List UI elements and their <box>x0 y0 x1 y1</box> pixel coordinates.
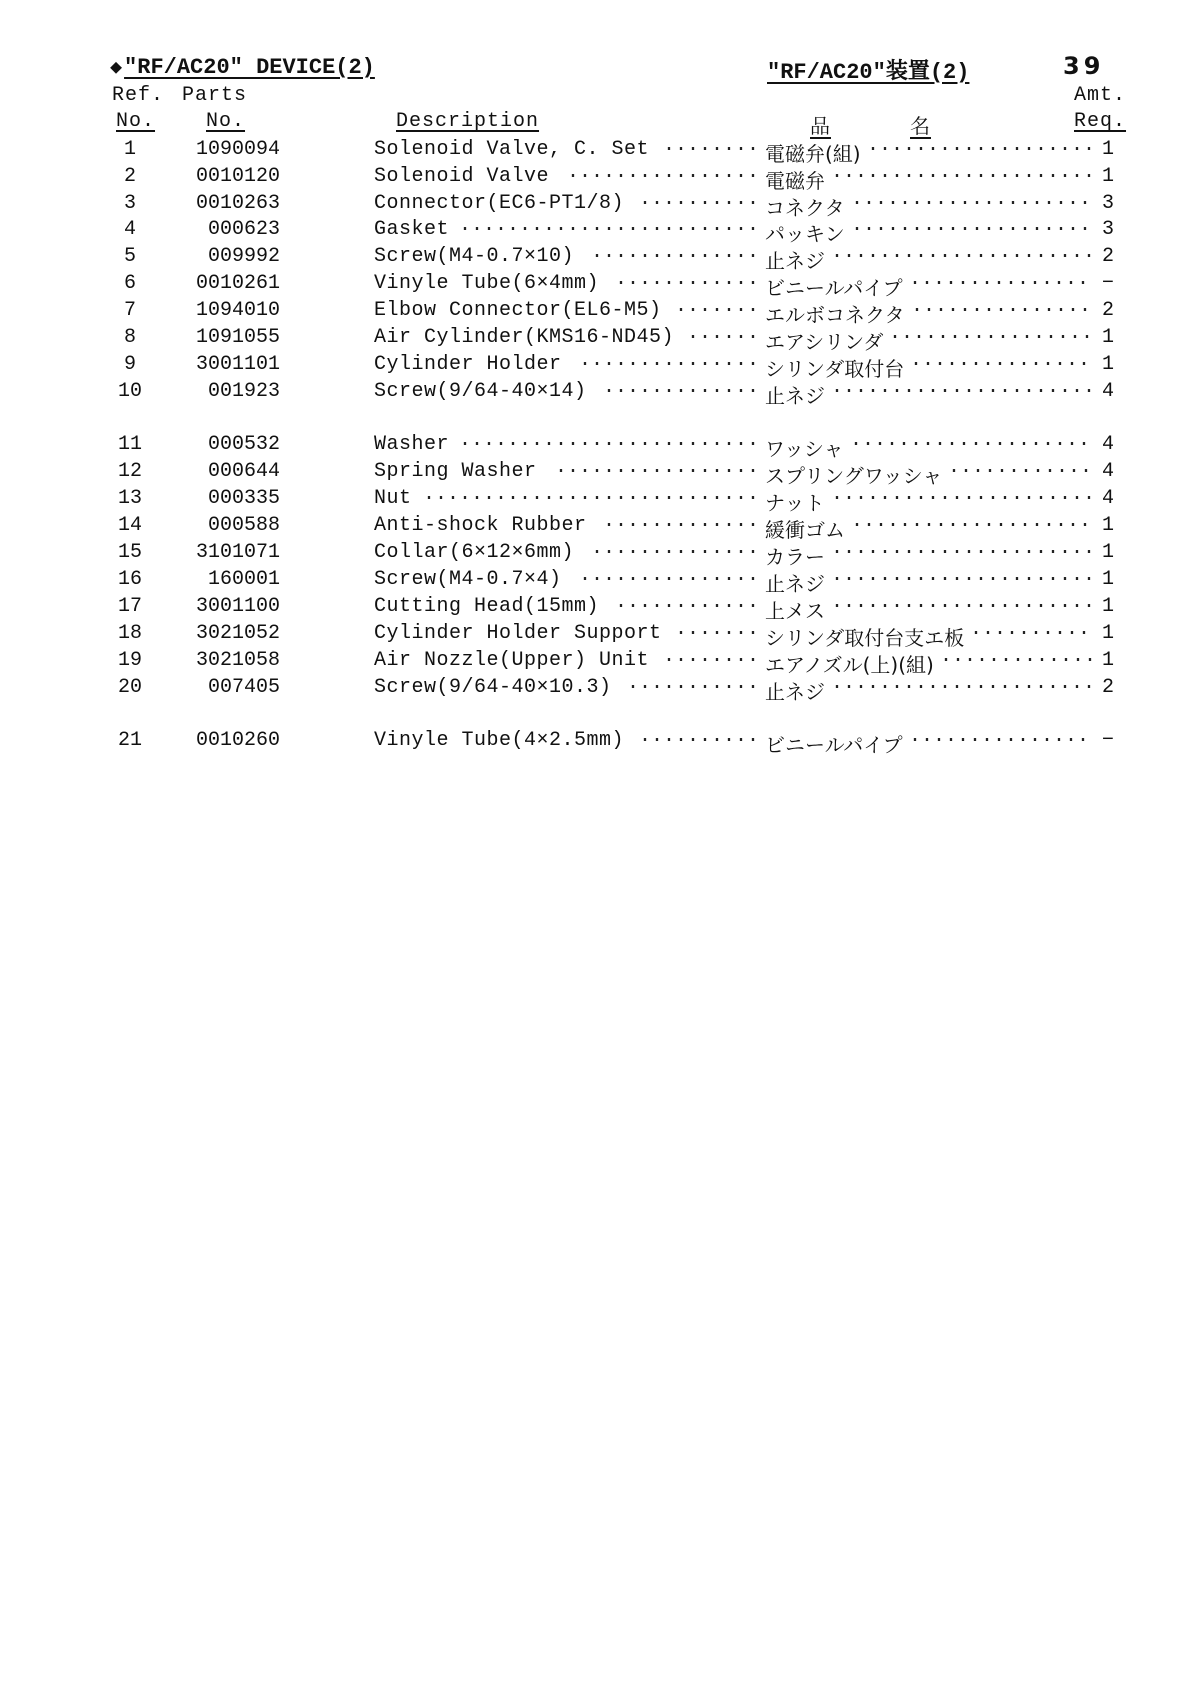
jp-name-header-2: 名 <box>910 114 931 138</box>
part-name-japanese: エルボコネクタ <box>765 303 905 327</box>
part-description: Collar(6×12×6mm) <box>374 541 575 564</box>
part-name-japanese: 止ネジ <box>765 384 825 408</box>
part-number: 3001100 <box>195 595 280 618</box>
part-description: Screw(M4-0.7×4) <box>374 568 562 591</box>
table-row <box>0 595 1189 622</box>
dot-leader: ······ <box>687 326 760 349</box>
ref-number: 2 <box>123 165 136 188</box>
part-name-japanese: カラー <box>765 545 825 569</box>
amount-required: 2 <box>1101 299 1114 322</box>
table-row <box>0 514 1189 541</box>
part-number: 0010260 <box>195 729 280 752</box>
dot-leader: ············ <box>948 460 1093 483</box>
ref-header-line2: No. <box>116 110 156 133</box>
dot-leader: ······················ <box>831 380 1096 403</box>
part-number: 3021058 <box>195 649 280 672</box>
part-name-japanese: 止ネジ <box>765 572 825 596</box>
dot-leader: ··············· <box>909 729 1090 752</box>
dot-leader: ············ <box>615 272 760 295</box>
table-row <box>0 138 1189 165</box>
part-description: Gasket <box>374 218 450 241</box>
table-row <box>0 192 1189 219</box>
part-number: 000335 <box>207 487 280 510</box>
amt-header-line1: Amt. <box>1074 84 1127 107</box>
part-number: 000644 <box>207 460 280 483</box>
part-name-japanese: 止ネジ <box>765 249 825 273</box>
amount-required: − <box>1101 272 1114 295</box>
dot-leader: ·············· <box>591 245 760 268</box>
dot-leader: ······················ <box>831 541 1096 564</box>
part-name-japanese: パッキン <box>765 222 845 246</box>
part-description: Air Cylinder(KMS16-ND45) <box>374 326 675 349</box>
dot-leader: ·············· <box>591 541 760 564</box>
ref-number: 3 <box>123 192 136 215</box>
dot-leader: ············· <box>603 380 760 403</box>
dot-leader: ·········· <box>639 192 760 215</box>
part-description: Cylinder Holder Support <box>374 622 662 645</box>
page-number: 39 <box>1063 52 1105 80</box>
dot-leader: ············· <box>603 514 760 537</box>
part-name-japanese: コネクタ <box>765 196 845 220</box>
part-name-japanese: 緩衝ゴム <box>765 518 845 542</box>
part-description: Anti-shock Rubber <box>374 514 587 537</box>
part-description: Screw(M4-0.7×10) <box>374 245 575 268</box>
amount-required: 1 <box>1101 326 1114 349</box>
part-description: Screw(9/64-40×10.3) <box>374 676 612 699</box>
dot-leader: ······· <box>675 299 760 322</box>
part-number: 3001101 <box>195 353 280 376</box>
dot-leader: ················· <box>889 326 1094 349</box>
ref-header-line1: Ref. <box>112 84 165 107</box>
amount-required: 1 <box>1101 541 1114 564</box>
amount-required: 1 <box>1101 165 1114 188</box>
part-description: Vinyle Tube(6×4mm) <box>374 272 600 295</box>
parts-header-line1: Parts <box>182 84 248 107</box>
dot-leader: ······················ <box>831 676 1096 699</box>
dot-leader: ······················ <box>831 165 1096 188</box>
table-row <box>0 676 1189 703</box>
part-number: 000532 <box>207 433 280 456</box>
dot-leader: ···················· <box>850 433 1091 456</box>
table-row <box>0 433 1189 460</box>
dot-leader: ······················ <box>831 487 1096 510</box>
part-description: Vinyle Tube(4×2.5mm) <box>374 729 625 752</box>
part-number: 000588 <box>207 514 280 537</box>
part-name-japanese: シリンダ取付台 <box>765 357 905 381</box>
amount-required: 1 <box>1101 622 1114 645</box>
table-row <box>0 353 1189 380</box>
part-number: 000623 <box>207 218 280 241</box>
part-description: Solenoid Valve, C. Set <box>374 138 650 161</box>
amount-required: 1 <box>1101 649 1114 672</box>
ref-number: 1 <box>123 138 136 161</box>
part-description: Connector(EC6-PT1/8) <box>374 192 625 215</box>
dot-leader: ·········· <box>639 729 760 752</box>
amount-required: 2 <box>1101 676 1114 699</box>
amount-required: 1 <box>1101 595 1114 618</box>
part-number: 009992 <box>207 245 280 268</box>
table-row <box>0 622 1189 649</box>
part-description: Screw(9/64-40×14) <box>374 380 587 403</box>
part-number: 3021052 <box>195 622 280 645</box>
amount-required: 1 <box>1101 568 1114 591</box>
dot-leader: ························· <box>459 433 760 456</box>
part-description: Elbow Connector(EL6-M5) <box>374 299 662 322</box>
dot-leader: ··········· <box>627 676 760 699</box>
part-name-japanese: スプリングワッシャ <box>765 464 943 488</box>
part-description: Spring Washer <box>374 460 537 483</box>
parts-header-line2: No. <box>206 110 246 133</box>
ref-number: 7 <box>123 299 136 322</box>
description-header: Description <box>396 110 540 133</box>
table-row <box>0 541 1189 568</box>
table-row <box>0 460 1189 487</box>
part-name-japanese: エアシリンダ <box>765 330 884 354</box>
dot-leader: ······················ <box>831 245 1096 268</box>
part-name-japanese: 電磁弁(組) <box>765 142 861 166</box>
amount-required: − <box>1101 729 1114 752</box>
part-number: 007405 <box>207 676 280 699</box>
amount-required: 1 <box>1101 514 1114 537</box>
ref-number: 6 <box>123 272 136 295</box>
dot-leader: ······· <box>675 622 760 645</box>
amount-required: 4 <box>1101 433 1114 456</box>
part-description: Solenoid Valve <box>374 165 550 188</box>
ref-number: 5 <box>123 245 136 268</box>
dot-leader: ···························· <box>423 487 760 510</box>
part-number: 0010263 <box>195 192 280 215</box>
ref-number: 21 <box>117 729 142 752</box>
part-number: 0010120 <box>195 165 280 188</box>
part-name-japanese: 止ネジ <box>765 680 825 704</box>
dot-leader: ··············· <box>910 353 1091 376</box>
dot-leader: ···················· <box>851 192 1092 215</box>
table-row <box>0 380 1189 407</box>
dot-leader: ························· <box>459 218 760 241</box>
ref-number: 15 <box>117 541 142 564</box>
table-row <box>0 272 1189 299</box>
table-row <box>0 299 1189 326</box>
ref-number: 12 <box>117 460 142 483</box>
page-title-japanese: "RF/AC20"装置(2) <box>767 60 970 85</box>
part-name-japanese: ワッシャ <box>765 437 844 461</box>
table-row <box>0 729 1189 756</box>
dot-leader: ··············· <box>911 299 1092 322</box>
dot-leader: ···················· <box>851 514 1092 537</box>
dot-leader: ············ <box>615 595 760 618</box>
jp-name-header-1: 品 <box>810 114 831 138</box>
part-name-japanese: 上メス <box>765 599 825 623</box>
table-row <box>0 649 1189 676</box>
part-name-japanese: ビニールパイプ <box>765 733 903 757</box>
amount-required: 3 <box>1101 218 1114 241</box>
part-number: 0010261 <box>195 272 280 295</box>
part-number: 001923 <box>207 380 280 403</box>
part-name-japanese: ナット <box>765 491 825 515</box>
ref-number: 11 <box>117 433 142 456</box>
ref-number: 10 <box>117 380 142 403</box>
amount-required: 4 <box>1101 460 1114 483</box>
amount-required: 4 <box>1101 380 1114 403</box>
ref-number: 16 <box>117 568 142 591</box>
dot-leader: ··············· <box>909 272 1090 295</box>
dot-leader: ·········· <box>970 622 1091 645</box>
part-description: Cylinder Holder <box>374 353 562 376</box>
dot-leader: ········ <box>663 649 760 672</box>
dot-leader: ···················· <box>851 218 1092 241</box>
part-name-japanese: シリンダ取付台支エ板 <box>765 626 965 650</box>
table-row <box>0 165 1189 192</box>
table-row <box>0 326 1189 353</box>
page-title-english <box>110 54 375 80</box>
amt-header-line2: Req. <box>1074 110 1127 133</box>
ref-number: 14 <box>117 514 142 537</box>
table-row <box>0 218 1189 245</box>
ref-number: 13 <box>117 487 142 510</box>
ref-number: 4 <box>123 218 136 241</box>
part-number: 1091055 <box>195 326 280 349</box>
amount-required: 2 <box>1101 245 1114 268</box>
ref-number: 19 <box>117 649 142 672</box>
part-name-japanese: ビニールパイプ <box>765 276 903 300</box>
dot-leader: ················ <box>567 165 760 188</box>
dot-leader: ················· <box>555 460 760 483</box>
amount-required: 3 <box>1101 192 1114 215</box>
dot-leader: ······················ <box>831 595 1096 618</box>
amount-required: 4 <box>1101 487 1114 510</box>
ref-number: 8 <box>123 326 136 349</box>
amount-required: 1 <box>1101 138 1114 161</box>
part-name-japanese: 電磁弁 <box>765 169 825 193</box>
title-en-text: "RF/AC20" DEVICE(2) <box>124 55 375 80</box>
part-number: 1090094 <box>195 138 280 161</box>
part-name-japanese: エアノズル(上)(組) <box>765 653 934 677</box>
part-description: Cutting Head(15mm) <box>374 595 600 618</box>
part-number: 3101071 <box>195 541 280 564</box>
dot-leader: ······················ <box>831 568 1096 591</box>
dot-leader: ············· <box>940 649 1097 672</box>
part-description: Air Nozzle(Upper) Unit <box>374 649 650 672</box>
ref-number: 9 <box>123 353 136 376</box>
ref-number: 18 <box>117 622 142 645</box>
table-row <box>0 568 1189 595</box>
dot-leader: ········ <box>663 138 760 161</box>
table-row <box>0 245 1189 272</box>
ref-number: 20 <box>117 676 142 699</box>
table-row <box>0 487 1189 514</box>
dot-leader: ··············· <box>579 568 760 591</box>
ref-number: 17 <box>117 595 142 618</box>
dot-leader: ··············· <box>579 353 760 376</box>
part-number: 160001 <box>207 568 280 591</box>
dot-leader: ··················· <box>867 138 1096 161</box>
amount-required: 1 <box>1101 353 1114 376</box>
part-description: Washer <box>374 433 450 456</box>
diamond-bullet-icon: ◆ <box>110 57 123 80</box>
part-number: 1094010 <box>195 299 280 322</box>
part-description: Nut <box>374 487 412 510</box>
